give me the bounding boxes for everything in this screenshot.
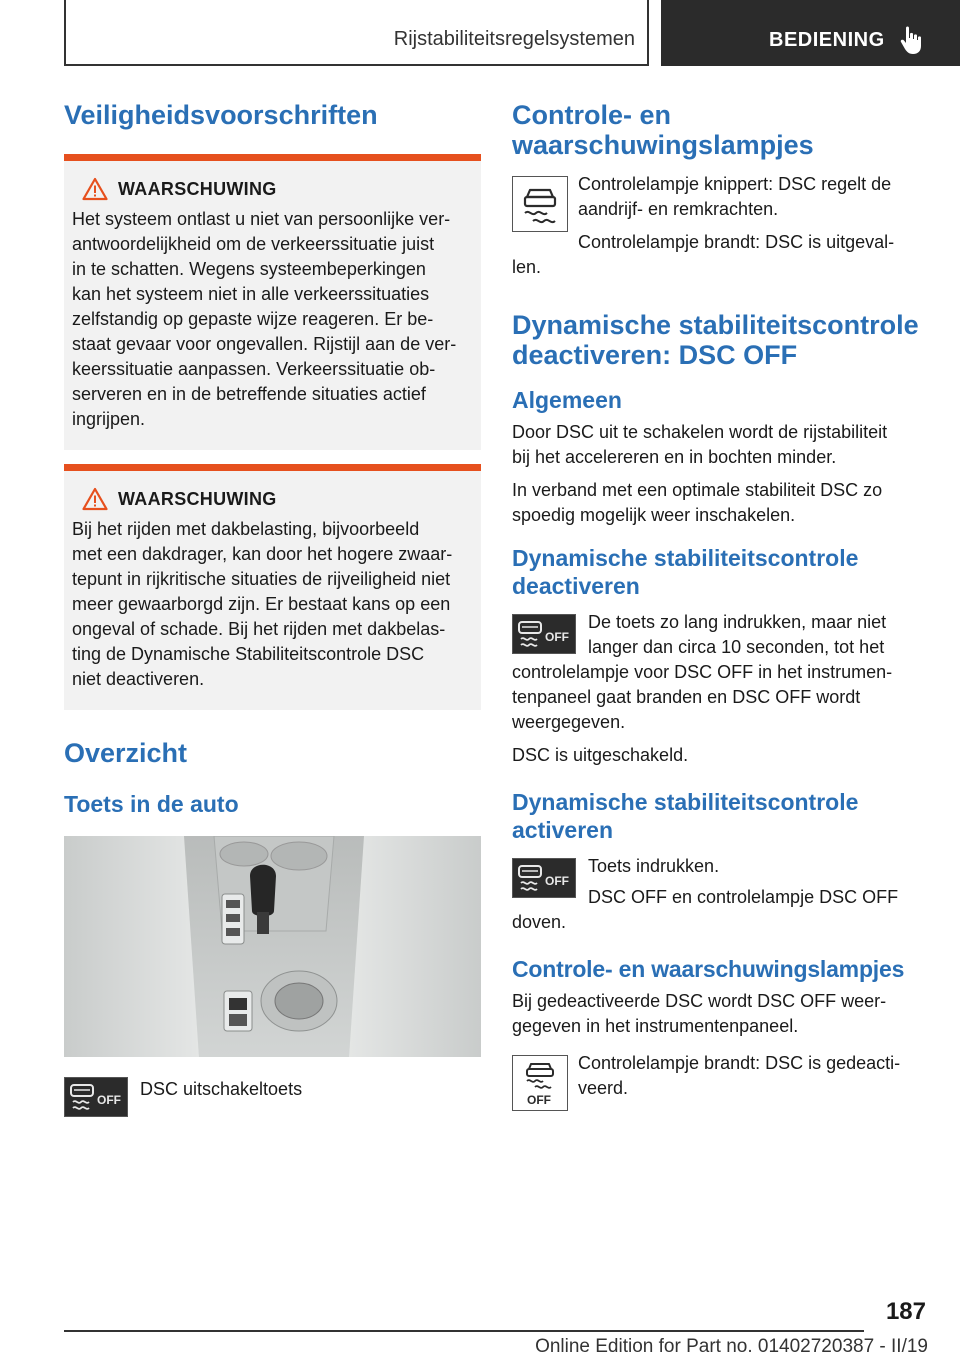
deactivate-line: langer dan circa 10 seconden, tot het: [588, 637, 885, 657]
safety-title: Veiligheidsvoorschriften: [64, 100, 378, 130]
deactivate-line: controlelampje voor DSC OFF in het instrumen-: [512, 662, 893, 682]
lamps-text: [512, 989, 927, 1039]
general-line: spoedig mogelijk weer inschakelen.: [512, 505, 796, 525]
off-text: OFF: [545, 630, 569, 644]
general-text-2: [512, 478, 927, 528]
activate-line: DSC OFF en controlelampje DSC OFF: [588, 887, 899, 907]
left-column: [64, 100, 481, 1119]
warning2-line: meer gewaarborgd zijn. Er bestaat kans op een: [72, 594, 451, 614]
warning2-line: ting de Dynamische Stabiliteitscontrole DSC: [72, 644, 425, 664]
warning1-line: staat gevaar voor ongevallen. Rijstijl aan de ver-: [72, 334, 457, 354]
activate-title-line: activeren: [512, 817, 614, 843]
indicators-title-line: waarschuwingslampjes: [512, 130, 814, 160]
deactivate-title-line: deactiveren: [512, 573, 640, 599]
warning-triangle-icon: [82, 177, 108, 201]
warning1-line: antwoordelijkheid om de verkeerssituatie juist: [72, 234, 435, 254]
deactivate-line: De toets zo lang indrukken, maar niet: [588, 612, 887, 632]
lamps-line: veerd.: [578, 1078, 629, 1098]
warning-text-2: [72, 517, 473, 692]
warning2-line: tepunt in rijkritische situaties de rijveiligheid niet: [72, 569, 451, 589]
general-line: bij het accelereren en in bochten minder.: [512, 447, 837, 467]
lamps-title: Controle- en waarschuwingslampjes: [512, 956, 905, 982]
warning1-line: in te schatten. Wegens systeembeperkingen: [72, 259, 426, 279]
header-chapter-tab: [661, 0, 960, 66]
general-line: Door DSC uit te schakelen wordt de rijstabiliteit: [512, 422, 888, 442]
warning2-line: met een dakdrager, kan door het hogere zwaar-: [72, 544, 453, 564]
general-title: Algemeen: [512, 387, 622, 413]
deactivate-row: [512, 610, 927, 735]
indicators-title-line: Controle- en: [512, 100, 671, 130]
overview-title: Overzicht: [64, 738, 188, 768]
header-chapter-title: BEDIENING: [769, 29, 885, 51]
lamps-line: Controlelampje brandt: DSC is gedeacti-: [578, 1053, 901, 1073]
warning1-line: kan het systeem niet in alle verkeerssituaties: [72, 284, 430, 304]
dsc-off-icon: [512, 614, 576, 654]
indicators-title: [512, 100, 927, 160]
lamps-line: gegeven in het instrumentenpaneel.: [512, 1016, 799, 1036]
header-section-title: Rijstabiliteitsregelsystemen: [393, 28, 635, 50]
warning-label-2: WAARSCHUWING: [118, 488, 277, 509]
warning-triangle-icon: [82, 487, 108, 511]
activate-line: Toets indrukken.: [588, 856, 720, 876]
activate-line: doven.: [512, 912, 567, 932]
deactivate-title-line: Dynamische stabiliteitscontrole: [512, 545, 859, 571]
activate-title: [512, 788, 927, 844]
warning1-line: ingrijpen.: [72, 409, 146, 429]
warning2-line: niet deactiveren.: [72, 669, 205, 689]
warning1-line: Het systeem ontlast u niet van persoonlijke ver-: [72, 209, 451, 229]
indicator-line: aandrijf- en remkrachten.: [578, 199, 779, 219]
warning2-line: Bij het rijden met dakbelasting, bijvoorbeeld: [72, 519, 420, 539]
activate-title-line: Dynamische stabiliteitscontrole: [512, 789, 859, 815]
pointing-hand-icon: [897, 24, 927, 56]
indicator-line: Controlelampje brandt: DSC is uitgeval-: [578, 232, 895, 252]
warning2-line: ongeval of schade. Bij het rijden met dakbelas-: [72, 619, 446, 639]
warning-box-1: [64, 154, 481, 450]
indicator-text-1: [512, 172, 927, 222]
dsc-off-title-line: deactiveren: DSC OFF: [512, 340, 798, 370]
dsc-off-icon: [512, 858, 576, 898]
warning1-line: keerssituatie aanpassen. Verkeerssituatie ob-: [72, 359, 436, 379]
deactivate-line: weergegeven.: [512, 712, 626, 732]
deactivate-line: tenpaneel gaat branden en DSC OFF wordt: [512, 687, 861, 707]
footer-edition: Online Edition for Part no. 01402720387 - II/19: [535, 1336, 928, 1357]
dsc-off-confirmation: DSC is uitgeschakeld.: [512, 745, 689, 765]
warning-text-1: [72, 207, 473, 432]
dsc-indicator-icon: [512, 176, 568, 232]
dsc-button-caption: DSC uitschakeltoets: [140, 1079, 303, 1099]
dsc-off-indicator-text: [512, 1051, 927, 1101]
indicator-line: len.: [512, 257, 542, 277]
warning1-line: zelfstandig op gepaste wijze reageren. Er be-: [72, 309, 434, 329]
general-text-1: [512, 420, 927, 470]
center-console-photo: [64, 836, 481, 1057]
center-console-illustration: [64, 836, 481, 1057]
deactivate-title: [512, 544, 927, 600]
general-line: In verband met een optimale stabiliteit DSC zo: [512, 480, 883, 500]
warning-heading-2: [72, 485, 473, 513]
button-in-car-title: Toets in de auto: [64, 791, 239, 817]
indicator-text-2: [512, 230, 927, 255]
dsc-off-title-line: Dynamische stabiliteitscontrole: [512, 310, 919, 340]
footer-divider: [64, 1330, 864, 1332]
warning1-line: serveren en in de betreffende situaties actief: [72, 384, 426, 404]
warning-label-1: WAARSCHUWING: [118, 178, 277, 199]
indicator-line: Controlelampje knippert: DSC regelt de: [578, 174, 892, 194]
dsc-off-title: [512, 310, 927, 370]
dsc-off-indicator-icon: [512, 1055, 568, 1111]
dsc-button-caption-row: [64, 1077, 481, 1119]
warning-heading-1: [72, 175, 473, 203]
right-column: [512, 100, 927, 1107]
warning-box-2: [64, 464, 481, 710]
header-section-tab: [64, 0, 649, 66]
dsc-off-indicator-row: [512, 1051, 927, 1107]
off-text: OFF: [527, 1093, 551, 1107]
off-text: OFF: [545, 874, 569, 888]
page-number: 187: [885, 1298, 926, 1325]
lamps-line: Bij gedeactiveerde DSC wordt DSC OFF weer-: [512, 991, 887, 1011]
dsc-indicator-row: [512, 172, 927, 280]
dsc-off-icon: [64, 1077, 128, 1117]
off-text: OFF: [97, 1093, 121, 1107]
activate-row: [512, 854, 927, 935]
